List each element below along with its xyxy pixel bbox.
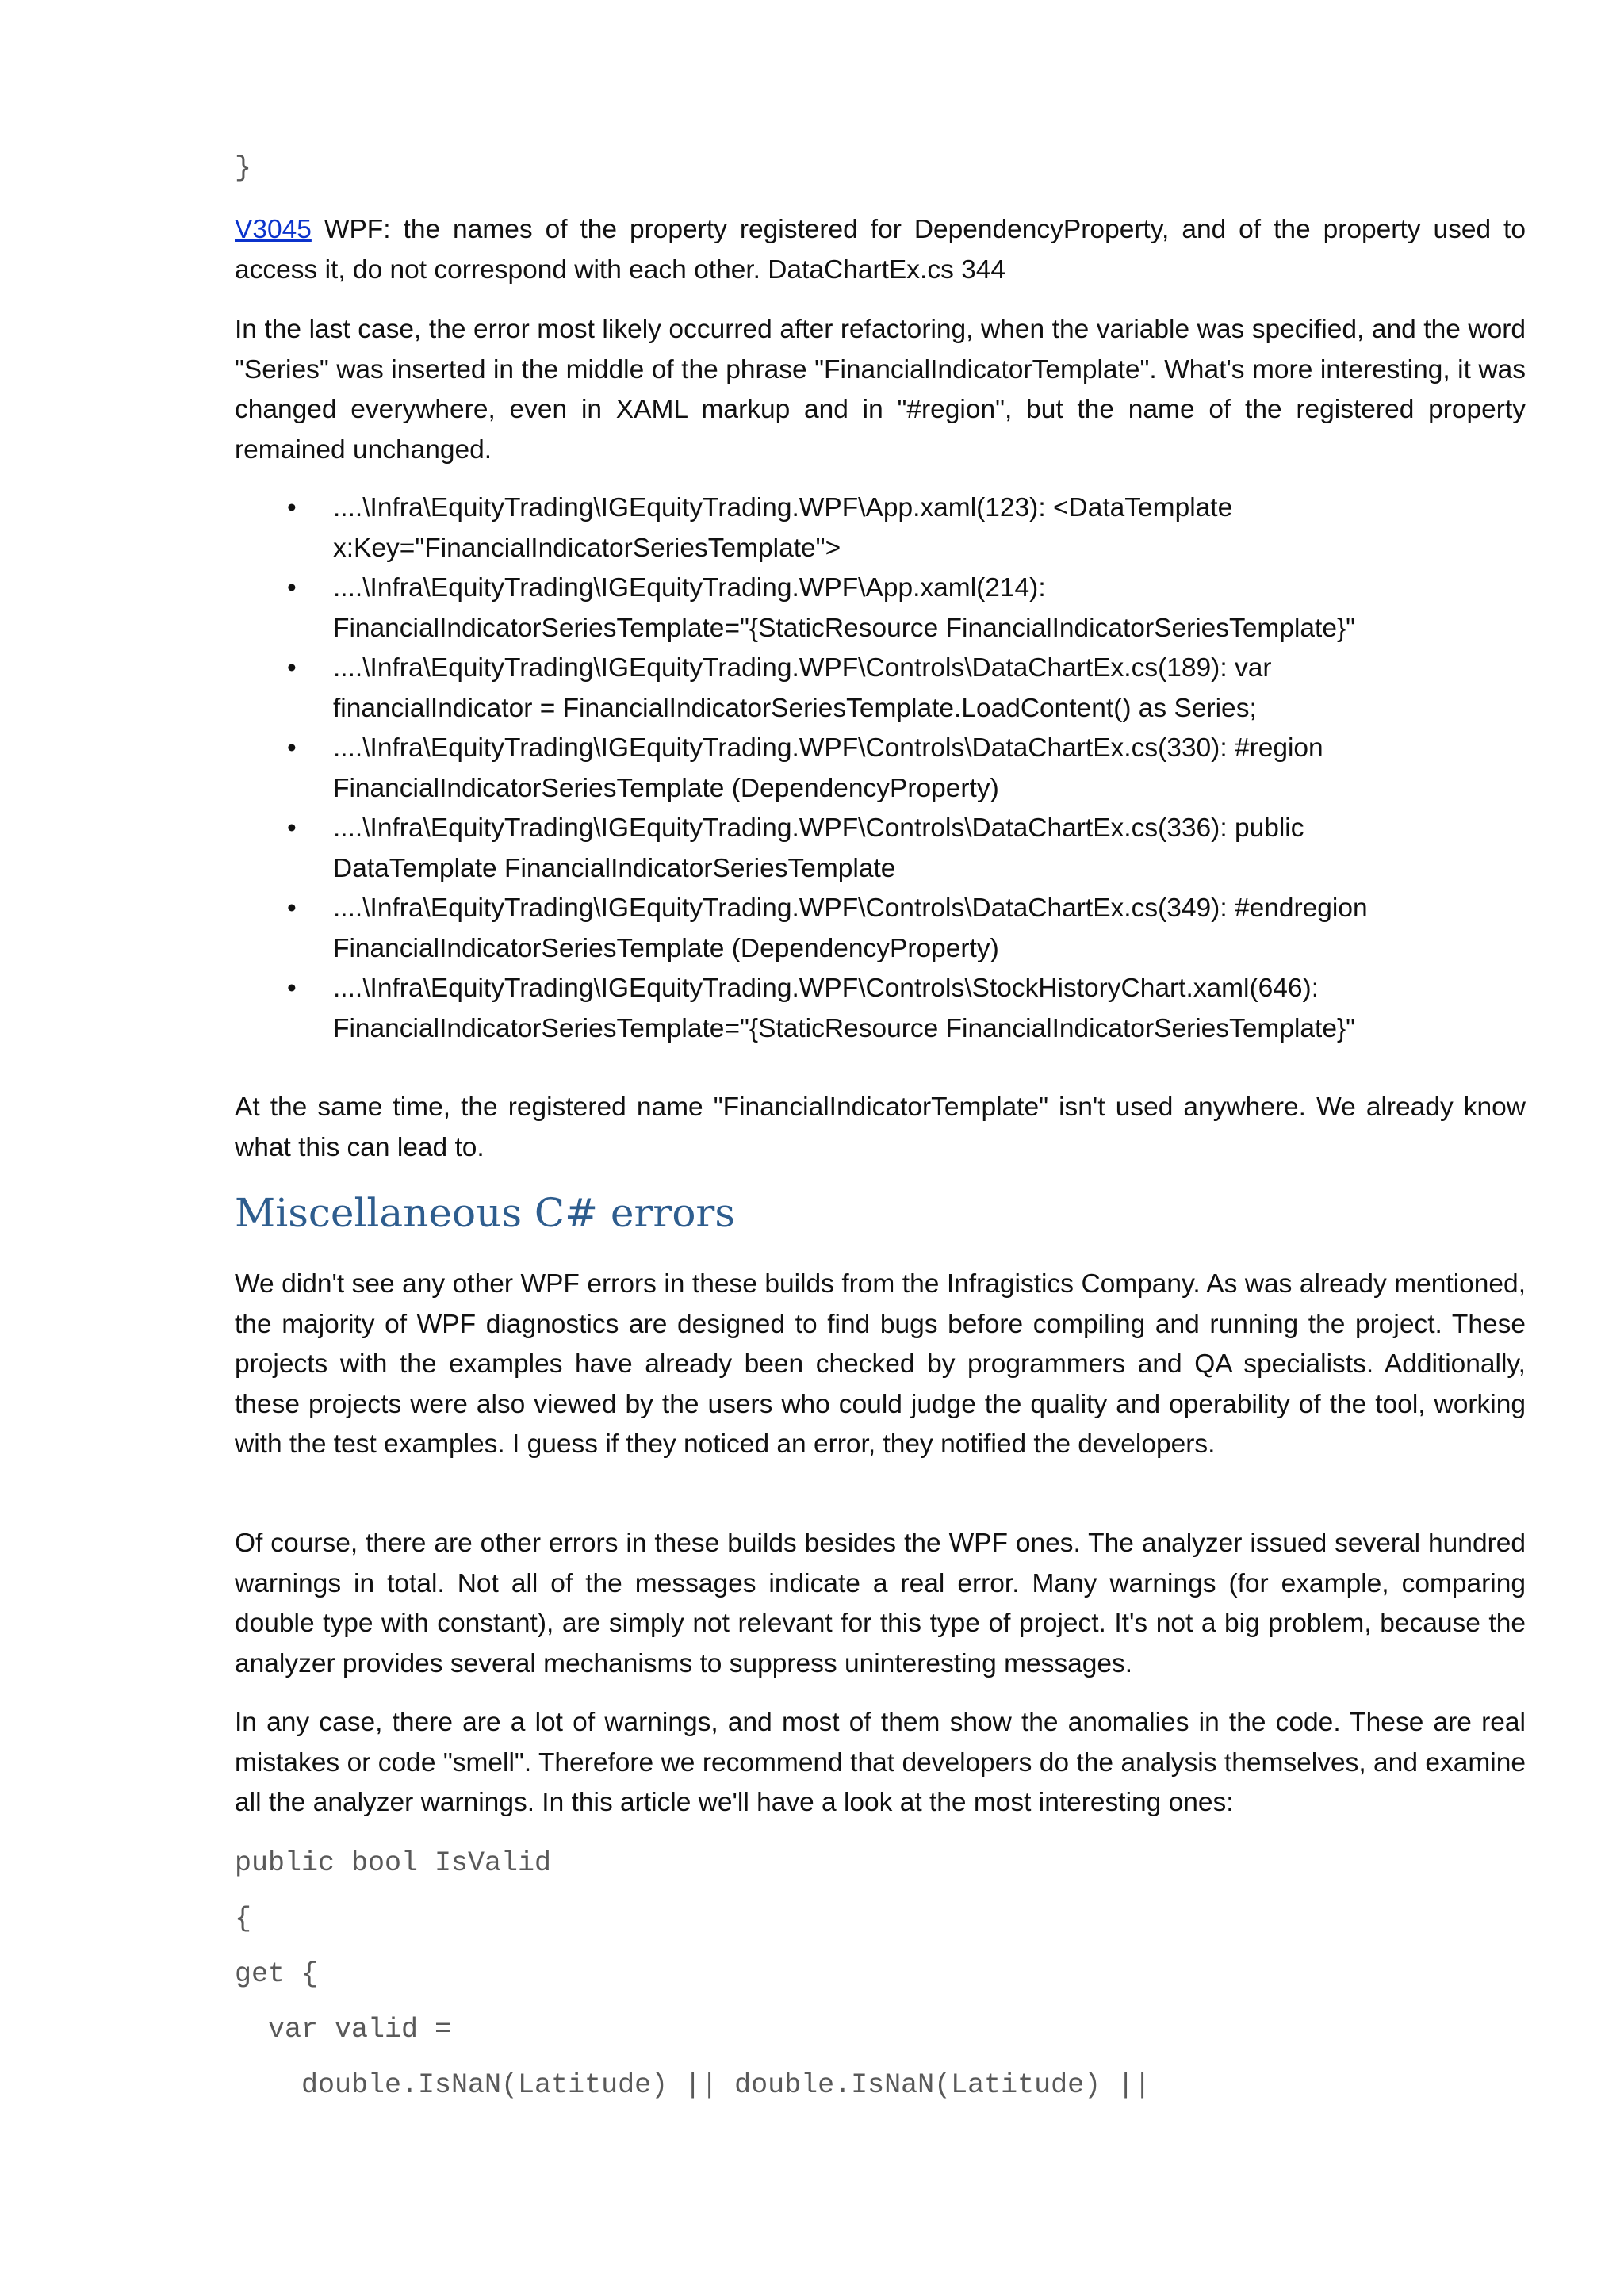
file-reference-list xyxy=(235,488,1602,1049)
list-item xyxy=(287,969,1602,1049)
list-item xyxy=(287,649,1602,729)
list-item-line-1: ....\Infra\EquityTrading\IGEquityTrading.WPF\App.xaml(123): <DataTemplate xyxy=(333,493,1233,522)
code-line: public bool IsValid xyxy=(235,1847,552,1879)
diagnostic-link[interactable]: V3045 xyxy=(235,215,312,244)
diagnostic-text: WPF: the names of the property registered for DependencyProperty, and of the property used to access it, do not correspond with each other. DataChartEx.cs 344 xyxy=(235,215,1526,285)
paragraph-same-time: At the same time, the registered name "FinancialIndicatorTemplate" isn't used anywhere. We already know what this can lead to. xyxy=(235,1093,1526,1162)
diagnostic-paragraph xyxy=(235,210,1526,290)
list-item-line-2: FinancialIndicatorSeriesTemplate="{StaticResource FinancialIndicatorSeriesTemplate}" xyxy=(333,613,1356,643)
list-item-line-1: ....\Infra\EquityTrading\IGEquityTrading.WPF\Controls\DataChartEx.cs(336): public xyxy=(333,813,1304,843)
section-heading: Miscellaneous C# errors xyxy=(235,1190,735,1236)
bullet-icon: • xyxy=(287,813,297,843)
bullet-icon: • xyxy=(287,974,297,1003)
bullet-icon: • xyxy=(287,493,297,522)
paragraph-any-case: In any case, there are a lot of warnings, and most of them show the anomalies in the code. These are real mistakes or code "smell". Therefore we recommend that developers do the analysis themselves, and examine all the analyzer warnings. In this article we'll have a look at the most interesting ones: xyxy=(235,1708,1526,1817)
list-item xyxy=(287,729,1602,809)
code-line: var valid = xyxy=(235,2014,452,2045)
bullet-icon: • xyxy=(287,894,297,923)
code-line: double.IsNaN(Latitude) || double.IsNaN(Latitude) || xyxy=(235,2069,1151,2101)
list-item-line-1: ....\Infra\EquityTrading\IGEquityTrading.WPF\Controls\DataChartEx.cs(189): var xyxy=(333,653,1272,683)
list-item-line-1: ....\Infra\EquityTrading\IGEquityTrading.WPF\Controls\DataChartEx.cs(349): #endregion xyxy=(333,894,1368,923)
paragraph-no-other-errors: We didn't see any other WPF errors in these builds from the Infragistics Company. As was already mentioned, the majority of WPF diagnostics are designed to find bugs before compiling and running the project. These projects with the examples have already been checked by programmers and QA specialists. Additionally, these projects were also viewed by the users who could judge the quality and operability of the tool, working with the test examples. I guess if they noticed an error, they notified the developers. xyxy=(235,1269,1526,1459)
code-line: get { xyxy=(235,1958,319,1990)
code-closing-brace: } xyxy=(235,152,252,184)
list-item xyxy=(287,809,1602,889)
list-item-line-2: x:Key="FinancialIndicatorSeriesTemplate"> xyxy=(333,533,841,563)
paragraph-last-case: In the last case, the error most likely occurred after refactoring, when the variable was specified, and the word "Series" was inserted in the middle of the phrase "FinancialIndicatorTemplate". What's more interesting, it was changed everywhere, even in XAML markup and in "#region", but the name of the registered property remained unchanged. xyxy=(235,315,1526,465)
list-item-line-2: financialIndicator = FinancialIndicatorSeriesTemplate.LoadContent() as Series; xyxy=(333,693,1257,723)
list-item-line-1: ....\Infra\EquityTrading\IGEquityTrading.WPF\Controls\DataChartEx.cs(330): #region xyxy=(333,733,1323,763)
bullet-icon: • xyxy=(287,733,297,763)
list-item-line-1: ....\Infra\EquityTrading\IGEquityTrading.WPF\Controls\StockHistoryChart.xaml(646): xyxy=(333,974,1320,1003)
list-item-line-2: FinancialIndicatorSeriesTemplate (DependencyProperty) xyxy=(333,933,999,963)
list-item xyxy=(287,889,1602,969)
list-item-line-2: FinancialIndicatorSeriesTemplate="{StaticResource FinancialIndicatorSeriesTemplate}" xyxy=(333,1013,1356,1043)
list-item xyxy=(287,488,1602,568)
code-line: { xyxy=(235,1903,252,1934)
list-item-line-2: FinancialIndicatorSeriesTemplate (DependencyProperty) xyxy=(333,773,999,803)
list-item-line-1: ....\Infra\EquityTrading\IGEquityTrading.WPF\App.xaml(214): xyxy=(333,573,1046,603)
list-item-line-2: DataTemplate FinancialIndicatorSeriesTemplate xyxy=(333,853,896,883)
bullet-icon: • xyxy=(287,573,297,603)
list-item xyxy=(287,568,1602,649)
bullet-icon: • xyxy=(287,653,297,683)
paragraph-of-course: Of course, there are other errors in these builds besides the WPF ones. The analyzer issued several hundred warnings in total. Not all of the messages indicate a real error. Many warnings (for example, comparing double type with constant), are simply not relevant for this type of project. It's not a big problem, because the analyzer provides several mechanisms to suppress uninteresting messages. xyxy=(235,1529,1526,1678)
